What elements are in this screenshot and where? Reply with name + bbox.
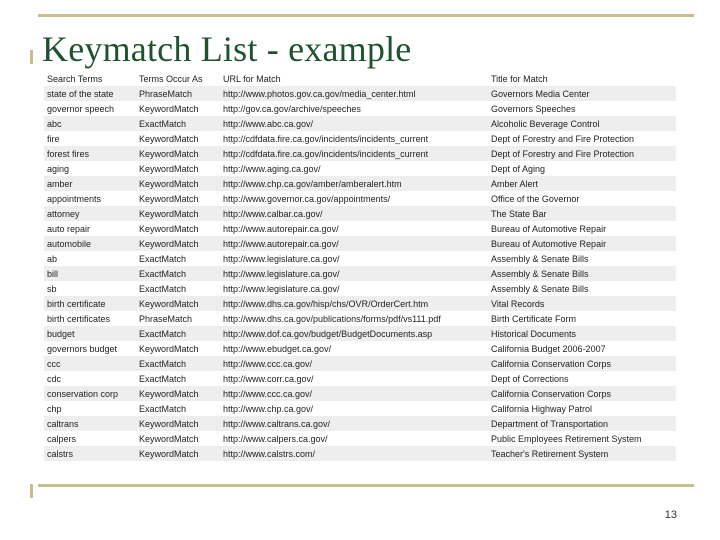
cell-occur-as: ExactMatch — [136, 251, 220, 266]
cell-title: Vital Records — [488, 296, 676, 311]
cell-occur-as: ExactMatch — [136, 281, 220, 296]
cell-search-term: caltrans — [44, 416, 136, 431]
table-header-row — [44, 72, 676, 86]
table-row — [44, 146, 676, 161]
cell-url: http://www.autorepair.ca.gov/ — [220, 236, 488, 251]
cell-search-term: calpers — [44, 431, 136, 446]
cell-search-term: appointments — [44, 191, 136, 206]
cell-occur-as: PhraseMatch — [136, 311, 220, 326]
cell-occur-as: KeywordMatch — [136, 416, 220, 431]
table-row — [44, 311, 676, 326]
cell-title: The State Bar — [488, 206, 676, 221]
table-row — [44, 266, 676, 281]
top-divider — [38, 14, 694, 17]
cell-title: Governors Speeches — [488, 101, 676, 116]
table-row — [44, 101, 676, 116]
cell-search-term: governor speech — [44, 101, 136, 116]
cell-url: http://www.legislature.ca.gov/ — [220, 281, 488, 296]
cell-url: http://gov.ca.gov/archive/speeches — [220, 101, 488, 116]
cell-search-term: budget — [44, 326, 136, 341]
table-row — [44, 401, 676, 416]
cell-search-term: ccc — [44, 356, 136, 371]
cell-occur-as: KeywordMatch — [136, 176, 220, 191]
table-row — [44, 251, 676, 266]
cell-url: http://www.dhs.ca.gov/publications/forms/pdf/vs111.pdf — [220, 311, 488, 326]
cell-search-term: ab — [44, 251, 136, 266]
cell-occur-as: KeywordMatch — [136, 146, 220, 161]
table-row — [44, 236, 676, 251]
table-row — [44, 356, 676, 371]
cell-occur-as: KeywordMatch — [136, 221, 220, 236]
table-row — [44, 281, 676, 296]
cell-title: Assembly & Senate Bills — [488, 266, 676, 281]
cell-url: http://www.aging.ca.gov/ — [220, 161, 488, 176]
slide-title: Keymatch List - example — [42, 29, 412, 69]
cell-url: http://www.ebudget.ca.gov/ — [220, 341, 488, 356]
cell-url: http://cdfdata.fire.ca.gov/incidents/incidents_current — [220, 146, 488, 161]
cell-title: Teacher's Retirement System — [488, 446, 676, 461]
cell-title: Dept of Aging — [488, 161, 676, 176]
cell-url: http://www.autorepair.ca.gov/ — [220, 221, 488, 236]
table-row — [44, 431, 676, 446]
cell-search-term: birth certificate — [44, 296, 136, 311]
table-row — [44, 416, 676, 431]
cell-occur-as: ExactMatch — [136, 116, 220, 131]
cell-search-term: birth certificates — [44, 311, 136, 326]
table-row — [44, 326, 676, 341]
cell-occur-as: ExactMatch — [136, 356, 220, 371]
cell-title: California Conservation Corps — [488, 356, 676, 371]
cell-title: Department of Transportation — [488, 416, 676, 431]
cell-search-term: chp — [44, 401, 136, 416]
cell-title: Governors Media Center — [488, 86, 676, 101]
cell-url: http://www.corr.ca.gov/ — [220, 371, 488, 386]
cell-search-term: governors budget — [44, 341, 136, 356]
table-row — [44, 371, 676, 386]
cell-search-term: calstrs — [44, 446, 136, 461]
cell-title: Dept of Corrections — [488, 371, 676, 386]
page-number: 13 — [664, 509, 677, 521]
cell-title: California Budget 2006-2007 — [488, 341, 676, 356]
cell-title: Assembly & Senate Bills — [488, 251, 676, 266]
header-title-for-match: Title for Match — [488, 72, 676, 86]
cell-occur-as: KeywordMatch — [136, 131, 220, 146]
header-search-terms: Search Terms — [44, 72, 136, 86]
table-body — [44, 86, 676, 461]
cell-occur-as: ExactMatch — [136, 401, 220, 416]
table-row — [44, 296, 676, 311]
cell-title: Office of the Governor — [488, 191, 676, 206]
cell-occur-as: KeywordMatch — [136, 446, 220, 461]
cell-occur-as: ExactMatch — [136, 266, 220, 281]
header-terms-occur-as: Terms Occur As — [136, 72, 220, 86]
cell-url: http://www.photos.gov.ca.gov/media_center.html — [220, 86, 488, 101]
bottom-divider — [38, 484, 694, 487]
keymatch-table — [44, 72, 676, 461]
cell-url: http://www.legislature.ca.gov/ — [220, 266, 488, 281]
cell-search-term: amber — [44, 176, 136, 191]
left-accent-bar — [30, 50, 33, 64]
table-row — [44, 206, 676, 221]
cell-occur-as: KeywordMatch — [136, 191, 220, 206]
cell-url: http://cdfdata.fire.ca.gov/incidents/incidents_current — [220, 131, 488, 146]
table-row — [44, 131, 676, 146]
cell-title: Dept of Forestry and Fire Protection — [488, 131, 676, 146]
cell-url: http://www.legislature.ca.gov/ — [220, 251, 488, 266]
header-url-for-match: URL for Match — [220, 72, 488, 86]
table-row — [44, 446, 676, 461]
keymatch-table-container — [44, 72, 676, 461]
cell-title: Amber Alert — [488, 176, 676, 191]
cell-title: Assembly & Senate Bills — [488, 281, 676, 296]
cell-title: Alcoholic Beverage Control — [488, 116, 676, 131]
table-row — [44, 116, 676, 131]
cell-search-term: sb — [44, 281, 136, 296]
cell-url: http://www.dof.ca.gov/budget/BudgetDocuments.asp — [220, 326, 488, 341]
table-row — [44, 86, 676, 101]
table-row — [44, 191, 676, 206]
cell-search-term: forest fires — [44, 146, 136, 161]
cell-url: http://www.chp.ca.gov/ — [220, 401, 488, 416]
cell-title: California Highway Patrol — [488, 401, 676, 416]
cell-occur-as: ExactMatch — [136, 371, 220, 386]
cell-title: Public Employees Retirement System — [488, 431, 676, 446]
cell-url: http://www.calbar.ca.gov/ — [220, 206, 488, 221]
table-row — [44, 386, 676, 401]
cell-title: Bureau of Automotive Repair — [488, 236, 676, 251]
cell-title: Dept of Forestry and Fire Protection — [488, 146, 676, 161]
cell-url: http://www.caltrans.ca.gov/ — [220, 416, 488, 431]
cell-occur-as: KeywordMatch — [136, 341, 220, 356]
cell-search-term: aging — [44, 161, 136, 176]
cell-search-term: bill — [44, 266, 136, 281]
bottom-left-accent-bar — [30, 484, 33, 498]
table-row — [44, 341, 676, 356]
cell-url: http://www.calstrs.com/ — [220, 446, 488, 461]
cell-url: http://www.abc.ca.gov/ — [220, 116, 488, 131]
cell-occur-as: KeywordMatch — [136, 101, 220, 116]
cell-occur-as: PhraseMatch — [136, 86, 220, 101]
cell-occur-as: KeywordMatch — [136, 236, 220, 251]
cell-search-term: attorney — [44, 206, 136, 221]
cell-occur-as: ExactMatch — [136, 326, 220, 341]
table-row — [44, 176, 676, 191]
cell-search-term: automobile — [44, 236, 136, 251]
cell-search-term: state of the state — [44, 86, 136, 101]
cell-url: http://www.ccc.ca.gov/ — [220, 386, 488, 401]
cell-title: Historical Documents — [488, 326, 676, 341]
table-row — [44, 221, 676, 236]
cell-occur-as: KeywordMatch — [136, 296, 220, 311]
cell-search-term: auto repair — [44, 221, 136, 236]
cell-url: http://www.ccc.ca.gov/ — [220, 356, 488, 371]
cell-occur-as: KeywordMatch — [136, 206, 220, 221]
cell-search-term: fire — [44, 131, 136, 146]
table-row — [44, 161, 676, 176]
cell-url: http://www.calpers.ca.gov/ — [220, 431, 488, 446]
cell-url: http://www.dhs.ca.gov/hisp/chs/OVR/OrderCert.htm — [220, 296, 488, 311]
cell-title: Bureau of Automotive Repair — [488, 221, 676, 236]
cell-occur-as: KeywordMatch — [136, 161, 220, 176]
cell-search-term: conservation corp — [44, 386, 136, 401]
cell-occur-as: KeywordMatch — [136, 386, 220, 401]
cell-url: http://www.governor.ca.gov/appointments/ — [220, 191, 488, 206]
cell-title: Birth Certificate Form — [488, 311, 676, 326]
cell-url: http://www.chp.ca.gov/amber/amberalert.htm — [220, 176, 488, 191]
cell-occur-as: KeywordMatch — [136, 431, 220, 446]
cell-title: California Conservation Corps — [488, 386, 676, 401]
cell-search-term: cdc — [44, 371, 136, 386]
cell-search-term: abc — [44, 116, 136, 131]
